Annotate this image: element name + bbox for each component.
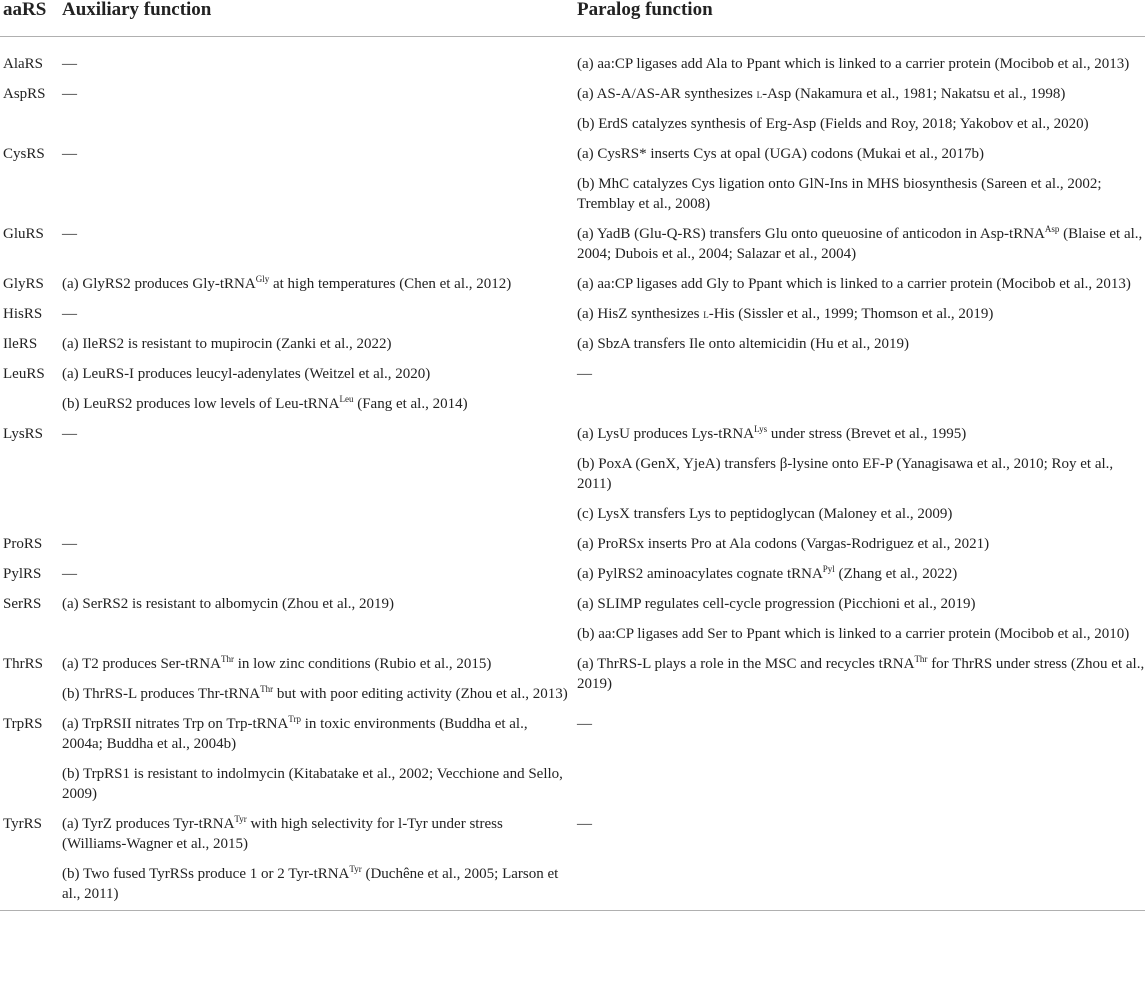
paralog-function-entry: (a) CysRS* inserts Cys at opal (UGA) codons (Mukai et al., 2017b) bbox=[577, 146, 985, 162]
auxiliary-function-cell bbox=[62, 274, 577, 304]
paralog-function-entry: (b) ErdS catalyzes synthesis of Erg-Asp (Fields and Roy, 2018; Yakobov et al., 2020) bbox=[577, 116, 1089, 132]
header-paralog-function: Paralog function bbox=[577, 0, 1145, 37]
table-row bbox=[0, 814, 1145, 911]
header-row bbox=[0, 0, 1145, 37]
aars-name-cell: GluRS bbox=[3, 226, 44, 242]
table-header bbox=[0, 0, 1145, 37]
aars-name-cell: TyrRS bbox=[0, 814, 62, 911]
aars-name-cell: GlyRS bbox=[3, 276, 44, 292]
table-row bbox=[0, 564, 1145, 594]
paralog-function-entry: (a) aa:CP ligases add Gly to Ppant which is linked to a carrier protein (Mocibob et al., 2013) bbox=[577, 276, 1131, 292]
auxiliary-function-entry: (a) IleRS2 is resistant to mupirocin (Zanki et al., 2022) bbox=[62, 336, 392, 352]
paralog-function-entry: (a) YadB (Glu-Q-RS) transfers Glu onto queuosine of anticodon in Asp-tRNA$^{Asp}$ (Blaise et al., 2004; Dubois et al., 2004; Salazar et al., 2004) bbox=[577, 224, 1143, 262]
aars-name-cell: LysRS bbox=[3, 426, 44, 442]
paralog-function-cell bbox=[577, 334, 1145, 364]
auxiliary-function-cell bbox=[62, 144, 577, 224]
auxiliary-function-cell bbox=[62, 37, 577, 85]
auxiliary-function-entry: — bbox=[62, 86, 77, 102]
paralog-function-entry: (a) LysU produces Lys-tRNA$^{Lys}$ under stress (Brevet et al., 1995) bbox=[577, 424, 967, 442]
auxiliary-function-entry: (a) LeuRS-I produces leucyl-adenylates (Weitzel et al., 2020) bbox=[62, 366, 431, 382]
auxiliary-function-entry: — bbox=[62, 306, 77, 322]
auxiliary-function-entry: — bbox=[62, 426, 77, 442]
paralog-function-cell bbox=[577, 534, 1145, 564]
aars-name-cell: AlaRS bbox=[3, 56, 44, 72]
header-auxiliary-function: Auxiliary function bbox=[62, 0, 577, 37]
auxiliary-function-cell bbox=[62, 84, 577, 144]
table-row bbox=[0, 274, 1145, 304]
table-row bbox=[0, 224, 1145, 274]
auxiliary-function-cell bbox=[62, 714, 577, 814]
auxiliary-function-entry: (b) TrpRS1 is resistant to indolmycin (Kitabatake et al., 2002; Vecchione and Sello, 2009) bbox=[62, 766, 563, 802]
table-row bbox=[0, 534, 1145, 564]
aars-name-cell: CysRS bbox=[3, 146, 45, 162]
table-row bbox=[0, 364, 1145, 424]
paralog-function-entry: (a) AS-A/AS-AR synthesizes l-Asp (Nakamura et al., 1981; Nakatsu et al., 1998) bbox=[577, 86, 1066, 102]
auxiliary-function-entry: (b) ThrRS-L produces Thr-tRNA$^{Thr}$ but with poor editing activity (Zhou et al., 2013) bbox=[62, 684, 568, 702]
paralog-function-entry: (a) SLIMP regulates cell-cycle progression (Picchioni et al., 2019) bbox=[577, 596, 976, 612]
aars-name-cell: SerRS bbox=[3, 596, 42, 612]
auxiliary-function-cell bbox=[62, 334, 577, 364]
table-row bbox=[0, 84, 1145, 144]
table-row bbox=[0, 334, 1145, 364]
paralog-function-entry: (b) MhC catalyzes Cys ligation onto GlN-Ins in MHS biosynthesis (Sareen et al., 2002; Tremblay et al., 2008) bbox=[577, 176, 1102, 212]
auxiliary-function-entry: (a) SerRS2 is resistant to albomycin (Zhou et al., 2019) bbox=[62, 596, 395, 612]
aars-name-cell: ThrRS bbox=[3, 656, 44, 672]
paralog-function-entry: (a) aa:CP ligases add Ala to Ppant which is linked to a carrier protein (Mocibob et al., 2013) bbox=[577, 56, 1130, 72]
aars-name-cell: IleRS bbox=[3, 336, 38, 352]
paralog-function-cell bbox=[577, 654, 1145, 714]
auxiliary-function-cell bbox=[62, 594, 577, 654]
auxiliary-function-cell bbox=[62, 424, 577, 534]
paralog-function-cell bbox=[577, 594, 1145, 654]
auxiliary-function-entry: (b) LeuRS2 produces low levels of Leu-tRNA$^{Leu}$ (Fang et al., 2014) bbox=[62, 394, 468, 412]
paralog-function-cell bbox=[577, 84, 1145, 144]
paralog-function-entry: — bbox=[577, 366, 592, 382]
paralog-function-entry: (a) HisZ synthesizes l-His (Sissler et al., 1999; Thomson et al., 2019) bbox=[577, 306, 994, 322]
auxiliary-function-entry: — bbox=[62, 536, 77, 552]
header-aars: aaRS bbox=[0, 0, 62, 37]
table-row bbox=[0, 654, 1145, 714]
paralog-function-cell bbox=[577, 224, 1145, 274]
paralog-function-cell bbox=[577, 304, 1145, 334]
auxiliary-function-entry: (a) TrpRSII nitrates Trp on Trp-tRNA$^{Trp}$ in toxic environments (Buddha et al., 2004a; Buddha et al., 2004b) bbox=[62, 714, 528, 752]
auxiliary-function-entry: — bbox=[62, 226, 77, 242]
table-row bbox=[0, 304, 1145, 334]
auxiliary-function-entry: (a) TyrZ produces Tyr-tRNA$^{Tyr}$ with high selectivity for l-Tyr under stress (Williams-Wagner et al., 2015) bbox=[62, 814, 503, 852]
aars-name-cell: PylRS bbox=[3, 566, 42, 582]
paralog-function-cell bbox=[577, 37, 1145, 85]
paralog-function-cell bbox=[577, 364, 1145, 424]
paralog-function-entry: (a) ProRSx inserts Pro at Ala codons (Vargas-Rodriguez et al., 2021) bbox=[577, 536, 990, 552]
paralog-function-cell bbox=[577, 424, 1145, 534]
paralog-function-entry: — bbox=[577, 716, 592, 732]
auxiliary-function-entry: (a) T2 produces Ser-tRNA$^{Thr}$ in low zinc conditions (Rubio et al., 2015) bbox=[62, 654, 492, 672]
paralog-function-entry: — bbox=[577, 816, 592, 832]
auxiliary-function-entry: — bbox=[62, 146, 77, 162]
paralog-function-entry: (a) SbzA transfers Ile onto altemicidin (Hu et al., 2019) bbox=[577, 336, 909, 352]
auxiliary-function-entry: — bbox=[62, 566, 77, 582]
auxiliary-function-cell bbox=[62, 364, 577, 424]
auxiliary-function-cell bbox=[62, 814, 577, 911]
table-row bbox=[0, 424, 1145, 534]
paralog-function-cell bbox=[577, 564, 1145, 594]
auxiliary-function-cell bbox=[62, 534, 577, 564]
paralog-function-entry: (a) PylRS2 aminoacylates cognate tRNA$^{Pyl}$ (Zhang et al., 2022) bbox=[577, 564, 958, 582]
aars-name-cell: LeuRS bbox=[3, 366, 45, 382]
auxiliary-function-entry: (a) GlyRS2 produces Gly-tRNA$^{Gly}$ at high temperatures (Chen et al., 2012) bbox=[62, 274, 512, 292]
paralog-function-entry: (b) PoxA (GenX, YjeA) transfers β-lysine onto EF-P (Yanagisawa et al., 2010; Roy et al., 2011) bbox=[577, 456, 1114, 492]
table-row bbox=[0, 594, 1145, 654]
paralog-function-cell bbox=[577, 144, 1145, 224]
paralog-function-entry: (b) aa:CP ligases add Ser to Ppant which is linked to a carrier protein (Mocibob et al., 2010) bbox=[577, 626, 1130, 642]
aars-name-cell: AspRS bbox=[3, 86, 46, 102]
auxiliary-function-cell bbox=[62, 564, 577, 594]
table-row bbox=[0, 144, 1145, 224]
table-row bbox=[0, 714, 1145, 814]
paralog-function-cell bbox=[577, 714, 1145, 814]
auxiliary-function-entry: (b) Two fused TyrRSs produce 1 or 2 Tyr-tRNA$^{Tyr}$ (Duchêne et al., 2005; Larson et al., 2011) bbox=[62, 864, 559, 902]
aars-name-cell: ProRS bbox=[3, 536, 43, 552]
auxiliary-function-entry: — bbox=[62, 56, 77, 72]
auxiliary-function-cell bbox=[62, 304, 577, 334]
auxiliary-function-cell bbox=[62, 654, 577, 714]
aars-name-cell: TrpRS bbox=[3, 716, 43, 732]
paralog-function-cell bbox=[577, 814, 1145, 911]
paralog-function-cell bbox=[577, 274, 1145, 304]
auxiliary-function-cell bbox=[62, 224, 577, 274]
table-body bbox=[0, 37, 1145, 911]
paralog-function-entry: (c) LysX transfers Lys to peptidoglycan (Maloney et al., 2009) bbox=[577, 506, 953, 522]
paralog-function-entry: (a) ThrRS-L plays a role in the MSC and recycles tRNA$^{Thr}$ for ThrRS under stress (Zhou et al., 2019) bbox=[577, 654, 1145, 692]
aars-name-cell: HisRS bbox=[3, 306, 43, 322]
table-row bbox=[0, 37, 1145, 85]
